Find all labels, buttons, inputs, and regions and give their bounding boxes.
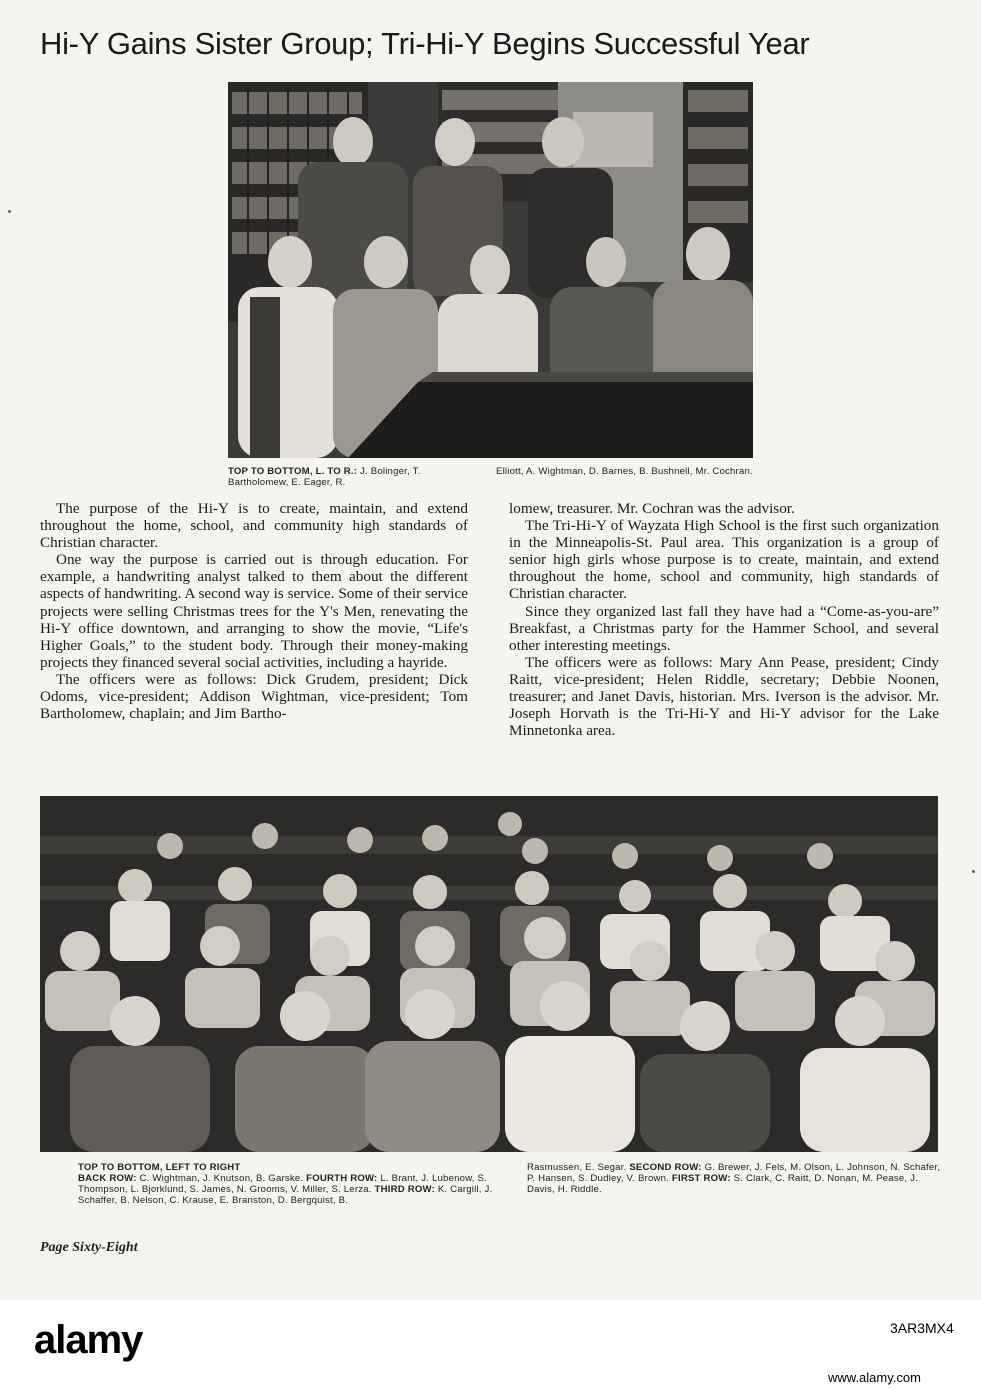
hi-y-group-photo bbox=[228, 82, 753, 458]
caption-heading: TOP TO BOTTOM, LEFT TO RIGHT bbox=[78, 1162, 241, 1173]
second-row-names: G. Brewer, J. Fels, M. Olson, L. Johnson, N. Schafer, P. Hansen, S. Dudley, V. Brown. bbox=[527, 1162, 941, 1184]
top-photo-caption-left bbox=[228, 466, 473, 488]
first-row-label: FIRST ROW: bbox=[671, 1173, 731, 1184]
third-row-label: THIRD ROW: bbox=[374, 1184, 435, 1195]
print-speck bbox=[8, 210, 11, 213]
bottom-photo-caption-left bbox=[78, 1162, 498, 1206]
bottom-photo-caption-right bbox=[527, 1162, 942, 1195]
article-column-right bbox=[509, 500, 939, 739]
paragraph: One way the purpose is carried out is through education. For example, a handwriting analyst talked to them about the different aspects of handwriting. A second way is service. Some of their service projects were selling Christmas trees for the Y's Men, renevating the Hi-Y office downtown, and arranging to show the movie, “Life's Higher Goals,” to the student body. Through their money-making projects they financed several social activities, including a hayride. bbox=[40, 551, 468, 671]
paragraph: The purpose of the Hi-Y is to create, maintain, and extend throughout the home, school, and community high standards of Christian character. bbox=[40, 500, 468, 552]
paragraph-continued: lomew, treasurer. Mr. Cochran was the advisor. bbox=[509, 500, 795, 517]
first-row-names: S. Clark, C. Raitt, D. Nonan, M. Pease, J. Davis, H. Riddle. bbox=[527, 1173, 918, 1195]
article-column-left bbox=[40, 500, 468, 722]
back-row-label: BACK ROW: bbox=[78, 1173, 137, 1184]
page-headline: Hi-Y Gains Sister Group; Tri-Hi-Y Begins Successful Year bbox=[40, 26, 810, 61]
watermark-image-id: 3AR3MX4 bbox=[890, 1320, 954, 1336]
back-row-names: C. Wightman, J. Knutson, B. Garske. bbox=[136, 1173, 307, 1184]
tri-hi-y-group-photo bbox=[40, 796, 938, 1152]
page-number: Page Sixty-Eight bbox=[40, 1240, 138, 1255]
third-row-names: K. Cargill, J. Schaffer, B. Nelson, C. Krause, E. Branston, D. Bergquist, B. bbox=[78, 1184, 493, 1206]
watermark-url: www.alamy.com bbox=[828, 1370, 921, 1385]
print-speck bbox=[972, 870, 975, 873]
caption-lead: TOP TO BOTTOM, L. TO R.: bbox=[228, 466, 358, 477]
fourth-row-label: FOURTH ROW: bbox=[306, 1173, 378, 1184]
watermark-logo: alamy bbox=[34, 1318, 143, 1362]
caption-names: J. Bolinger, T. Bartholomew, E. Eager, R. bbox=[228, 466, 421, 488]
top-photo-caption-right: Elliott, A. Wightman, D. Barnes, B. Bushnell, Mr. Cochran. bbox=[496, 466, 753, 477]
paragraph: The officers were as follows: Dick Grudem, president; Dick Odoms, vice-president; Addison Wightman, vice-president; Tom Bartholomew, chaplain; and Jim Bartho- bbox=[40, 670, 468, 723]
second-row-label: SECOND ROW: bbox=[629, 1162, 702, 1173]
fourth-row-names: L. Brant, J. Lubenow, S. Thompson, L. Bjorklund, S. James, N. Grooms, V. Miller, S. Lerza. bbox=[78, 1173, 487, 1195]
paragraph: Since they organized last fall they have had a “Come-as-you-are” Breakfast, a Christmas party for the Hammer School, and several other interesting meetings. bbox=[509, 602, 939, 654]
paragraph: The officers were as follows: Mary Ann Pease, president; Cindy Raitt, vice-president; Helen Riddle, secretary; Debbie Noonen, treasurer; and Janet Davis, historian. Mrs. Iverson is the advisor. Mr. Joseph Horvath is the Tri-Hi-Y and Hi-Y advisor for the Lake Minnetonka area. bbox=[509, 653, 939, 740]
third-row-names-cont: Rasmussen, E. Segar. bbox=[527, 1162, 630, 1173]
paragraph: The Tri-Hi-Y of Wayzata High School is the first such organization in the Minneapolis-St. Paul area. This organization is a group of senior high girls whose purpose is to create, maintain, and extend throughout the home, school and community, high standards of Christian character. bbox=[509, 517, 939, 603]
